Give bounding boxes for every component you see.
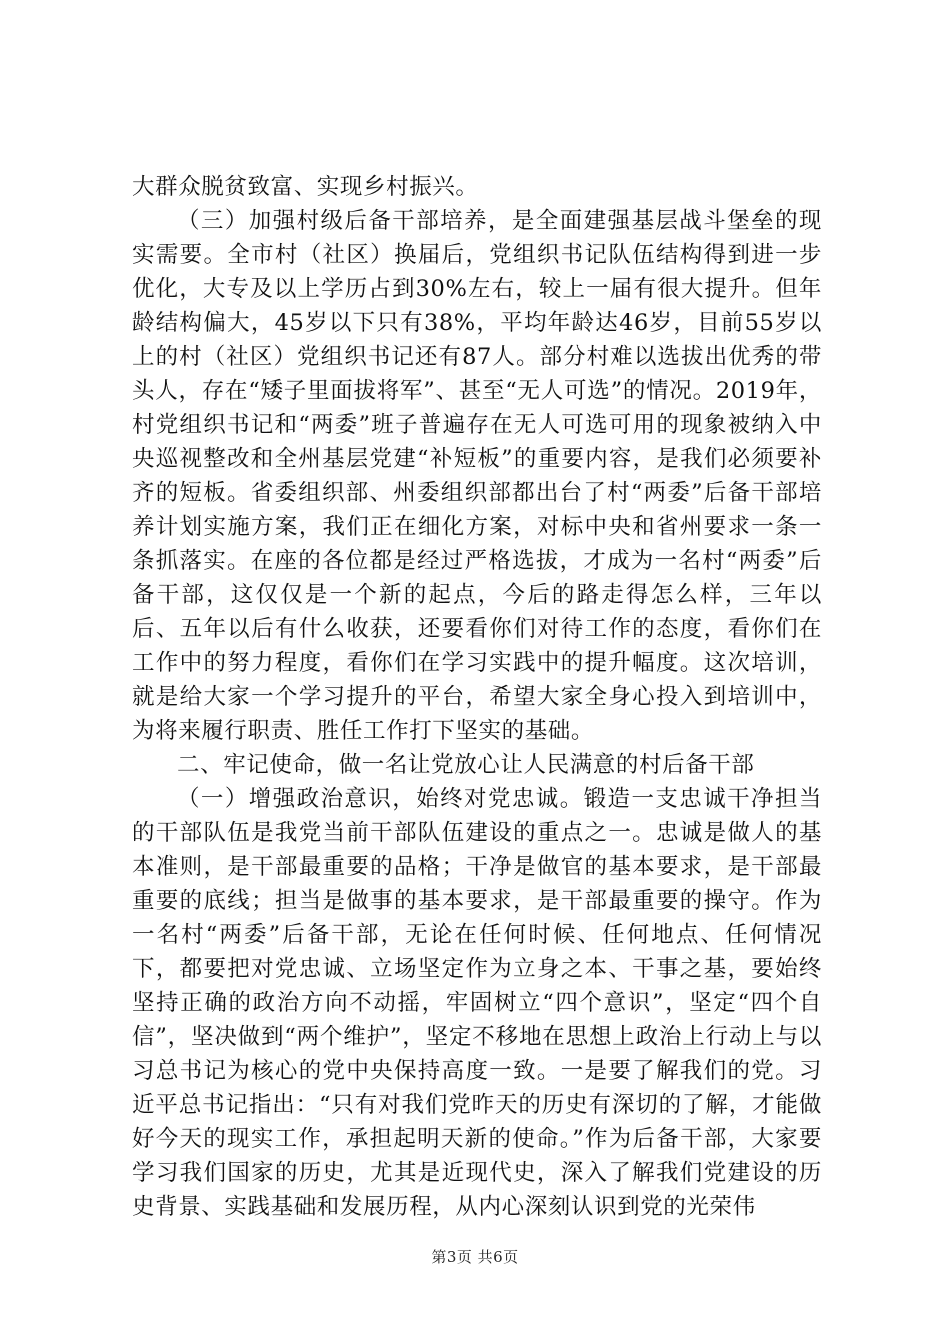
- paragraph-reserve-cadre-training: （三）加强村级后备干部培养，是全面建强基层战斗堡垒的现实需要。全市村（社区）换届后，党组织书记队伍结构得到进一步优化，大专及以上学历占到30%左右，较上一届有很大提升。但年龄结构偏大，45岁以下只有38%，平均年龄达46岁，目前55岁以上的村（社区）党组织书记还有87人。部分村难以选拔出优秀的带头人，存在“矮子里面拔将军”、甚至“无人可选”的情况。2019年，村党组织书记和“两委”班子普遍存在无人可选可用的现象被纳入中央巡视整改和全州基层党建“补短板”的重要内容，是我们必须要补齐的短板。省委组织部、州委组织部都出台了村“两委”后备干部培养计划实施方案，我们正在细化方案，对标中央和省州要求一条一条抓落实。在座的各位都是经过严格选拔，才成为一名村“两委”后备干部，这仅仅是一个新的起点，今后的路走得怎么样，三年以后、五年以后有什么收获，还要看你们对待工作的态度，看你们在工作中的努力程度，看你们在学习实践中的提升幅度。这次培训，就是给大家一个学习提升的平台，希望大家全身心投入到培训中，为将来履行职责、胜任工作打下坚实的基础。: [132, 208, 822, 744]
- page-number-footer: 第3页 共6页: [431, 1248, 519, 1266]
- document-body: [132, 170, 822, 1224]
- paragraph-continuation: 大群众脱贫致富、实现乡村振兴。: [132, 174, 479, 200]
- section-heading-mission: 二、牢记使命，做一名让党放心让人民满意的村后备干部: [177, 752, 755, 778]
- paragraph-political-awareness: （一）增强政治意识，始终对党忠诚。锻造一支忠诚干净担当的干部队伍是我党当前干部队伍建设的重点之一。忠诚是做人的基本准则，是干部最重要的品格；干净是做官的基本要求，是干部最重要的底线；担当是做事的基本要求，是干部最重要的操守。作为一名村“两委”后备干部，无论在任何时候、任何地点、任何情况下，都要把对党忠诚、立场坚定作为立身之本、干事之基，要始终坚持正确的政治方向不动摇，牢固树立“四个意识”，坚定“四个自信”，坚决做到“两个维护”，坚定不移地在思想上政治上行动上与以习总书记为核心的党中央保持高度一致。一是要了解我们的党。习近平总书记指出：“只有对我们党昨天的历史有深切的了解，才能做好今天的现实工作，承担起明天新的使命。”作为后备干部，大家要学习我们国家的历史，尤其是近现代史，深入了解我们党建设的历史背景、实践基础和发展历程，从内心深刻认识到党的光荣伟: [132, 786, 822, 1220]
